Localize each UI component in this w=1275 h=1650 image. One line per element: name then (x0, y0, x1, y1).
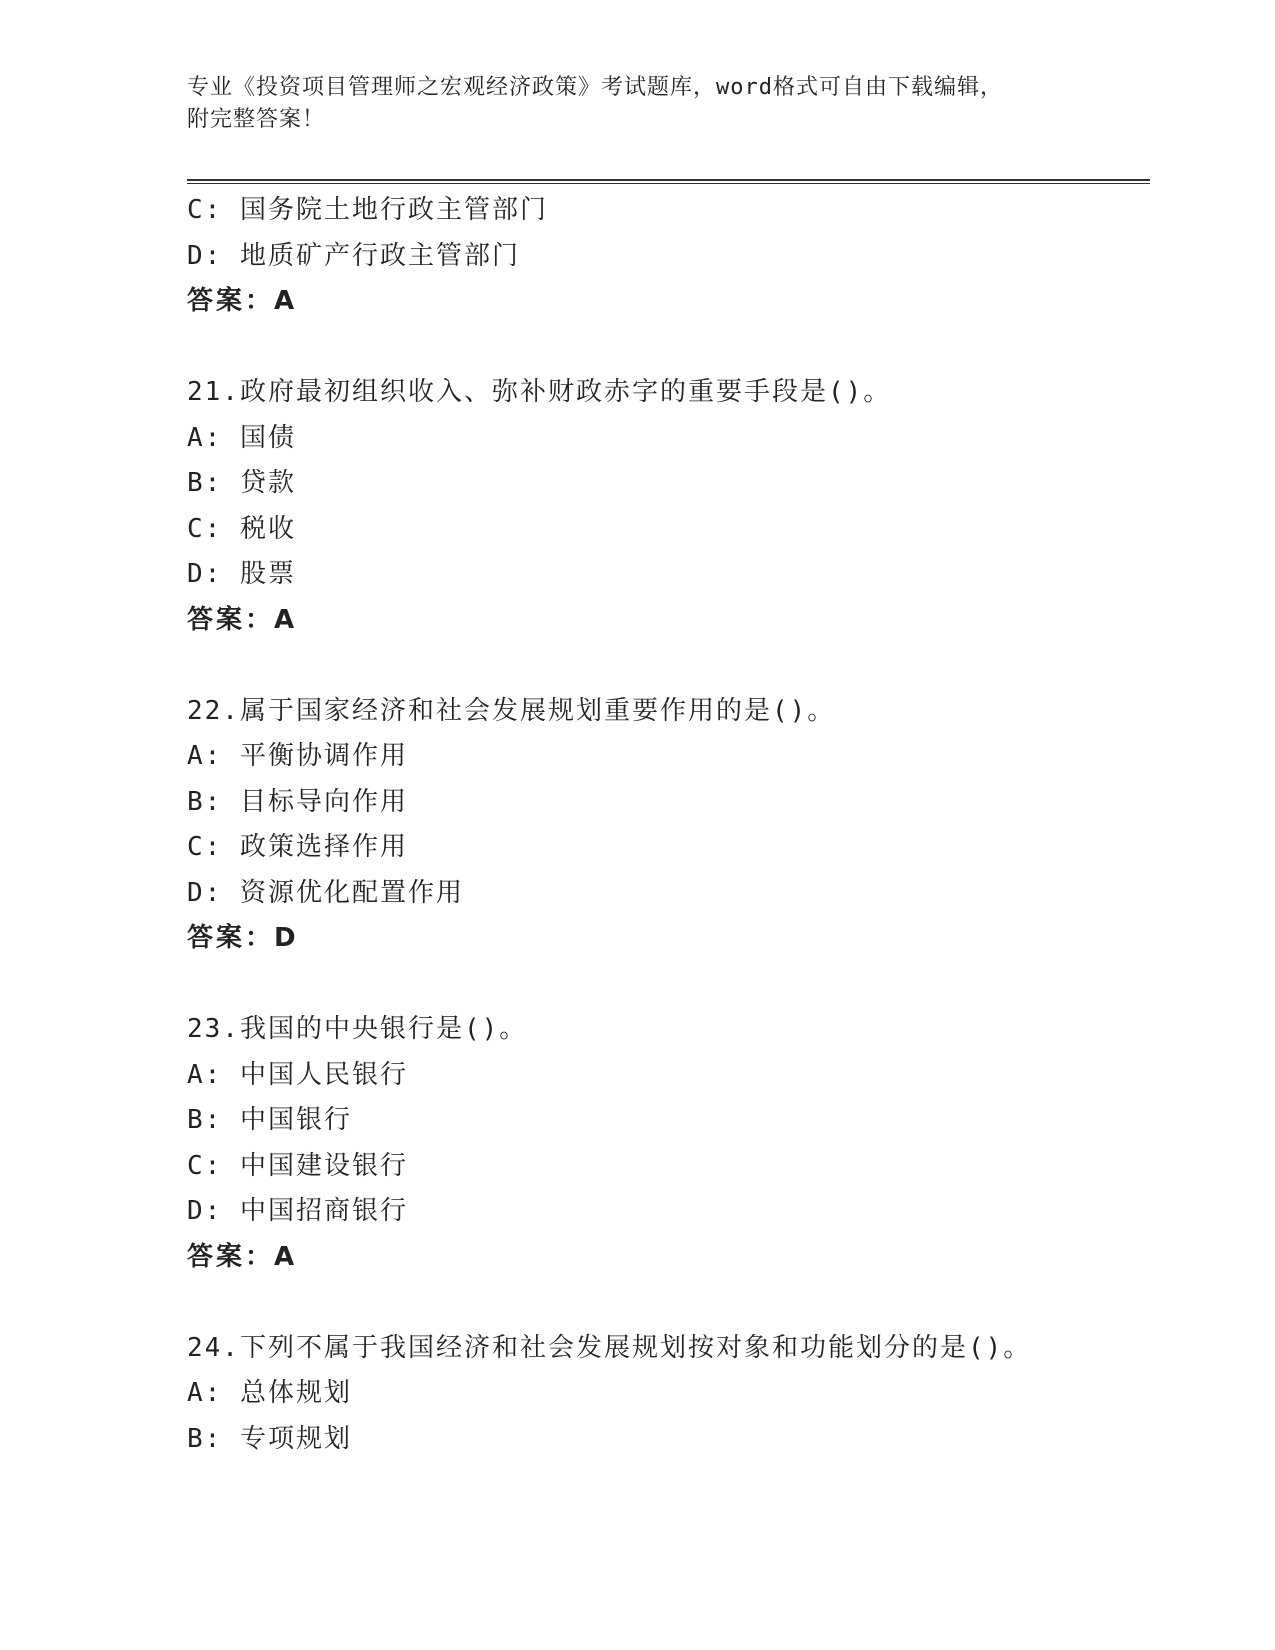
option-d: D: 中国招商银行 (187, 1196, 408, 1226)
question-21 (187, 370, 1147, 643)
option-c: C: 政策选择作用 (187, 832, 408, 862)
option-b: B: 目标导向作用 (187, 786, 408, 817)
question-list (187, 188, 1147, 1462)
option-a: A: 总体规划 (187, 1378, 352, 1408)
answer-line: 答案：A (187, 604, 298, 635)
option-d: D: 资源优化配置作用 (187, 877, 464, 908)
header-line-1: 专业《投资项目管理师之宏观经济政策》考试题库，word格式可自由下载编辑， (187, 75, 1003, 100)
option-d: D: 地质矿产行政主管部门 (187, 240, 520, 271)
option-b: B: 专项规划 (187, 1423, 352, 1454)
spacer (187, 962, 1147, 1008)
question-stem: 22.属于国家经济和社会发展规划重要作用的是()。 (187, 695, 836, 726)
option-a: A: 中国人民银行 (187, 1059, 408, 1090)
option-c: C: 国务院土地行政主管部门 (187, 195, 548, 225)
spacer (187, 643, 1147, 689)
answer-line: 答案：A (187, 1241, 298, 1272)
option-b: B: 中国银行 (187, 1105, 352, 1135)
question-22 (187, 689, 1147, 962)
option-c: C: 中国建设银行 (187, 1150, 408, 1181)
answer-line: 答案：D (187, 923, 299, 953)
header-divider-thick (187, 179, 1150, 181)
question-stem: 21.政府最初组织收入、弥补财政赤字的重要手段是()。 (187, 377, 892, 407)
spacer (187, 325, 1147, 371)
question-stem: 23.我国的中央银行是()。 (187, 1014, 528, 1044)
option-d: D: 股票 (187, 559, 296, 589)
document-header (187, 72, 1087, 136)
answer-line: 答案：A (187, 286, 298, 316)
question-20-tail (187, 188, 1147, 325)
header-line-2: 附完整答案！ (187, 107, 326, 132)
question-stem: 24.下列不属于我国经济和社会发展规划按对象和功能划分的是()。 (187, 1332, 1032, 1363)
option-a: A: 国债 (187, 422, 296, 453)
question-24 (187, 1326, 1147, 1463)
option-c: C: 税收 (187, 513, 296, 544)
option-b: B: 贷款 (187, 468, 296, 498)
header-divider-thin (187, 183, 1150, 184)
option-a: A: 平衡协调作用 (187, 741, 408, 771)
question-23 (187, 1007, 1147, 1280)
spacer (187, 1280, 1147, 1326)
